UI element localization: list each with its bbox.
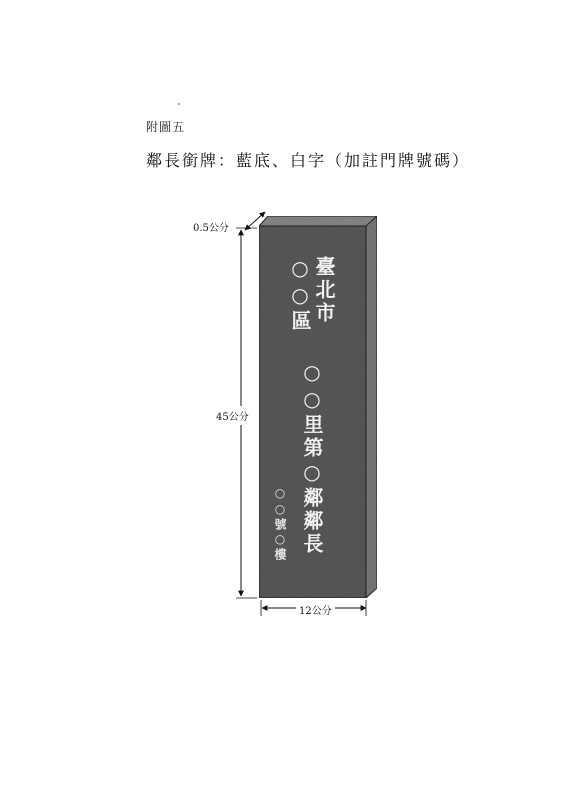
height-label: 45公分 bbox=[216, 406, 249, 425]
page-label: 附圖五 bbox=[146, 120, 186, 134]
sign-village-chief-text: ○○里第○鄰鄰長 bbox=[300, 360, 324, 556]
sign-city-text: 臺北市 bbox=[312, 256, 336, 325]
sign-address-number-text: ○○號○樓 bbox=[273, 486, 287, 562]
thickness-label: 0.5公分 bbox=[193, 223, 229, 234]
width-label: 12公分 bbox=[296, 602, 335, 617]
sign-top-face bbox=[259, 216, 377, 226]
sign-district-text: ○○區 bbox=[288, 256, 312, 333]
page-title: 鄰長銜牌：藍底、白字（加註門牌號碼） bbox=[146, 151, 471, 170]
sign-side-face bbox=[366, 216, 377, 598]
